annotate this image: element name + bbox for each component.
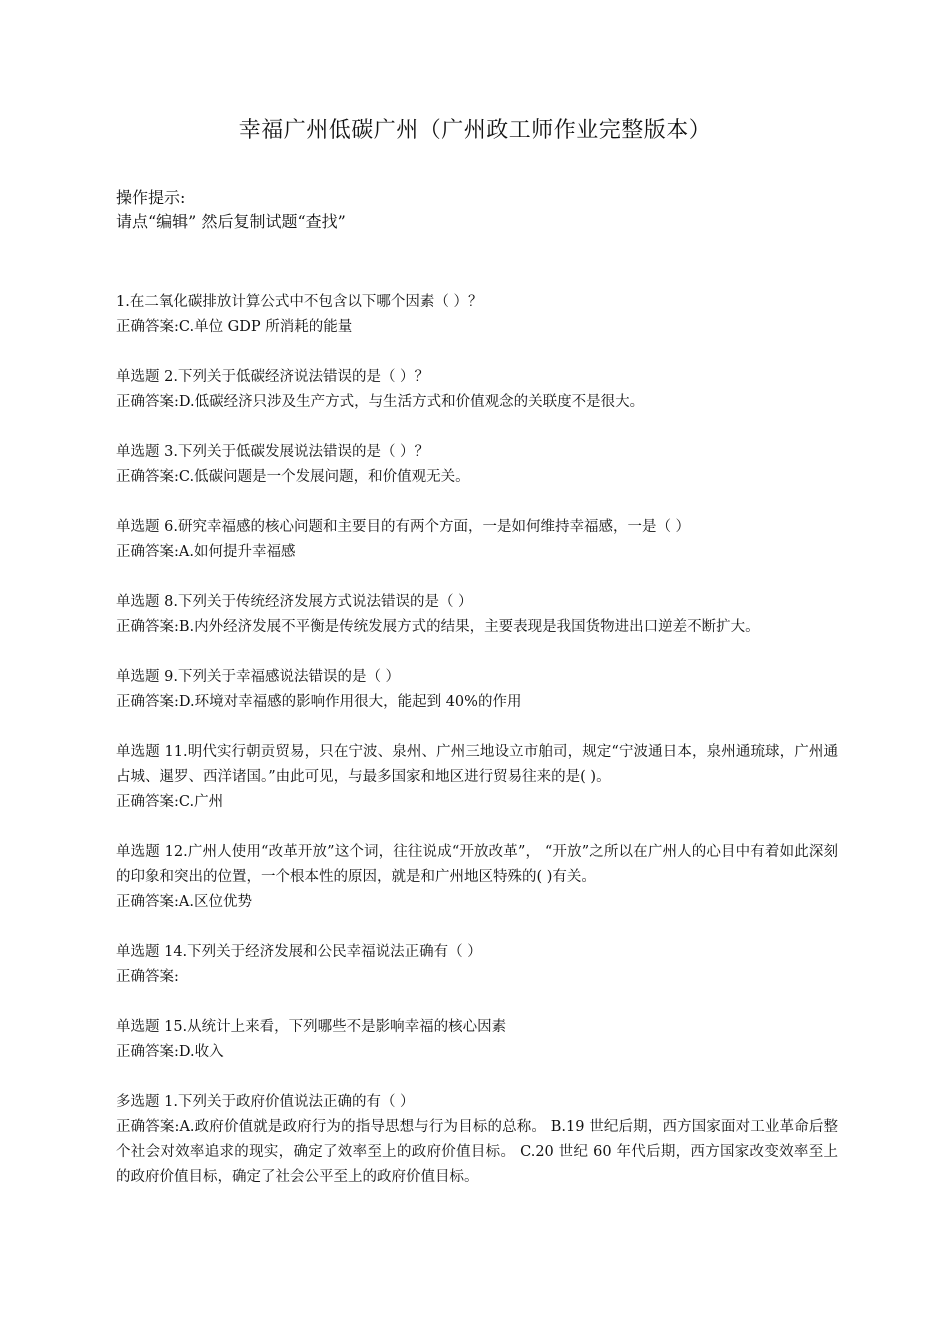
answer-text: 正确答案:D.低碳经济只涉及生产方式，与生活方式和价值观念的关联度不是很大。 — [116, 394, 645, 410]
answer-text: 正确答案:B.内外经济发展不平衡是传统发展方式的结果，主要表现是我国货物进出口逆差不断扩大。 — [116, 619, 760, 635]
answer-text: 正确答案: — [116, 969, 179, 985]
question-text: 单选题 3.下列关于低碳发展说法错误的是（ ）？ — [116, 444, 430, 460]
question-text: 单选题 11.明代实行朝贡贸易，只在宁波、泉州、广州三地设立市舶司，规定“宁波通日本，泉州通琉球，广州通占城、暹罗、西洋诸国。”由此可见，与最多国家和地区进行贸易往来的是( )。 — [116, 744, 838, 785]
question-item — [116, 940, 838, 990]
question-text: 单选题 12.广州人使用“改革开放”这个词，往往说成“开放改革”， “开放”之所以在广州人的心目中有着如此深刻的印象和突出的位置，一个根本性的原因，就是和广州地区特殊的( )有关。 — [116, 844, 838, 885]
question-text: 单选题 9.下列关于幸福感说法错误的是（ ） — [116, 669, 401, 685]
question-text: 单选题 14.下列关于经济发展和公民幸福说法正确有（ ） — [116, 944, 482, 960]
question-item — [116, 590, 838, 640]
question-text: 单选题 2.下列关于低碳经济说法错误的是（ ）？ — [116, 369, 430, 385]
answer-text: 正确答案:C.单位 GDP 所消耗的能量 — [116, 319, 353, 335]
question-item — [116, 1015, 838, 1065]
question-item — [116, 740, 838, 815]
tips-instruction: 请点“编辑” 然后复制试题“查找” — [116, 212, 346, 231]
answer-text: 正确答案:C.低碳问题是一个发展问题，和价值观无关。 — [116, 469, 470, 485]
answer-text: 正确答案:A.如何提升幸福感 — [116, 544, 296, 560]
answer-text: 正确答案:D.收入 — [116, 1044, 224, 1060]
question-item — [116, 515, 838, 565]
answer-text: 正确答案:D.环境对幸福感的影响作用很大，能起到 40%的作用 — [116, 694, 522, 710]
question-text: 多选题 1.下列关于政府价值说法正确的有（ ） — [116, 1094, 415, 1110]
answer-text: 正确答案:A.区位优势 — [116, 894, 252, 910]
question-item — [116, 665, 838, 715]
question-text: 单选题 6.研究幸福感的核心问题和主要目的有两个方面，一是如何维持幸福感，一是（ ） — [116, 519, 691, 535]
operation-tips — [116, 186, 836, 234]
tips-heading: 操作提示: — [116, 188, 186, 207]
question-item — [116, 365, 838, 415]
question-item — [116, 840, 838, 915]
question-item — [116, 440, 838, 490]
question-list — [116, 290, 838, 1215]
question-text: 1.在二氧化碳排放计算公式中不包含以下哪个因素（ ）？ — [116, 294, 483, 310]
document-title: 幸福广州低碳广州（广州政工师作业完整版本） — [238, 118, 712, 143]
question-text: 单选题 8.下列关于传统经济发展方式说法错误的是（ ） — [116, 594, 473, 610]
answer-text: 正确答案:C.广州 — [116, 794, 224, 810]
question-item — [116, 1090, 838, 1190]
answer-text: 正确答案:A.政府价值就是政府行为的指导思想与行为目标的总称。 B.19 世纪后期，西方国家面对工业革命后整个社会对效率追求的现实，确定了效率至上的政府价值目标。 C.20 世纪 60 年代后期，西方国家改变效率至上的政府价值目标，确定了社会公平至上的政府价值目标。 — [116, 1119, 838, 1185]
question-text: 单选题 15.从统计上来看，下列哪些不是影响幸福的核心因素 — [116, 1019, 507, 1035]
question-item — [116, 290, 838, 340]
